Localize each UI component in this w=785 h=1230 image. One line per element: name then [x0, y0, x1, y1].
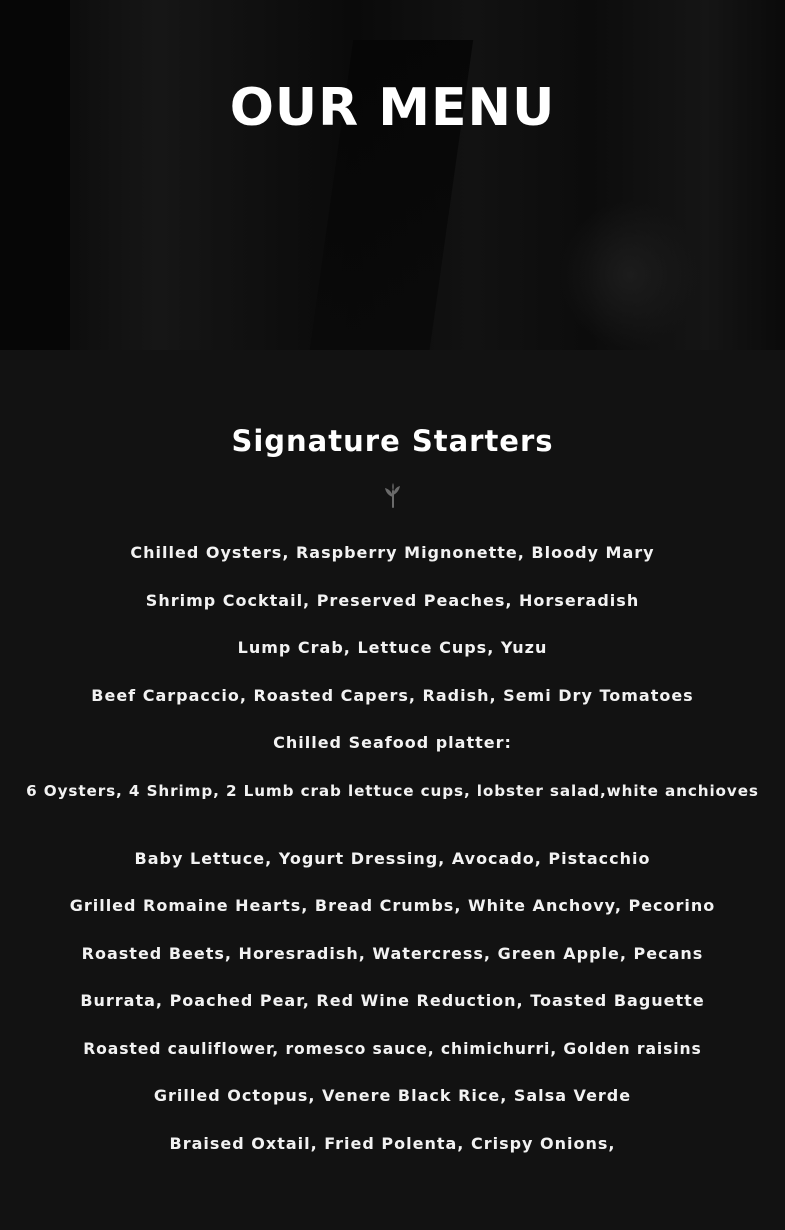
hero-background-shadow [560, 200, 700, 350]
menu-item: Baby Lettuce, Yogurt Dressing, Avocado, Pistacchio [134, 848, 651, 868]
hero-banner [0, 0, 785, 350]
menu-item: 6 Oysters, 4 Shrimp, 2 Lumb crab lettuce cups, lobster salad,white anchioves [26, 781, 759, 800]
menu-item: Grilled Octopus, Venere Black Rice, Salsa Verde [153, 1086, 632, 1105]
menu-item: Burrata, Poached Pear, Red Wine Reduction, Toasted Baguette [80, 991, 705, 1010]
menu-item: Braised Oxtail, Fried Polenta, Crispy Onions, [169, 1133, 616, 1153]
menu-item: Roasted cauliflower, romesco sauce, chimichurri, Golden raisins [83, 1039, 702, 1058]
menu-item: Chilled Seafood platter: [273, 733, 512, 752]
menu-item-list [0, 543, 785, 1154]
menu-item: Beef Carpaccio, Roasted Capers, Radish, Semi Dry Tomatoes [91, 685, 694, 705]
menu-section [0, 350, 785, 1230]
page-title: OUR MENU [229, 78, 556, 138]
hero-background-shadow [0, 0, 70, 350]
menu-item: Shrimp Cocktail, Preserved Peaches, Horseradish [145, 590, 640, 610]
menu-item: Roasted Beets, Horesradish, Watercress, Green Apple, Pecans [81, 943, 704, 963]
sprout-icon [381, 481, 405, 509]
menu-item: Chilled Oysters, Raspberry Mignonette, Bloody Mary [130, 543, 655, 562]
menu-item: Grilled Romaine Hearts, Bread Crumbs, White Anchovy, Pecorino [69, 896, 716, 915]
section-title: Signature Starters [231, 424, 554, 458]
menu-item: Lump Crab, Lettuce Cups, Yuzu [237, 638, 548, 657]
